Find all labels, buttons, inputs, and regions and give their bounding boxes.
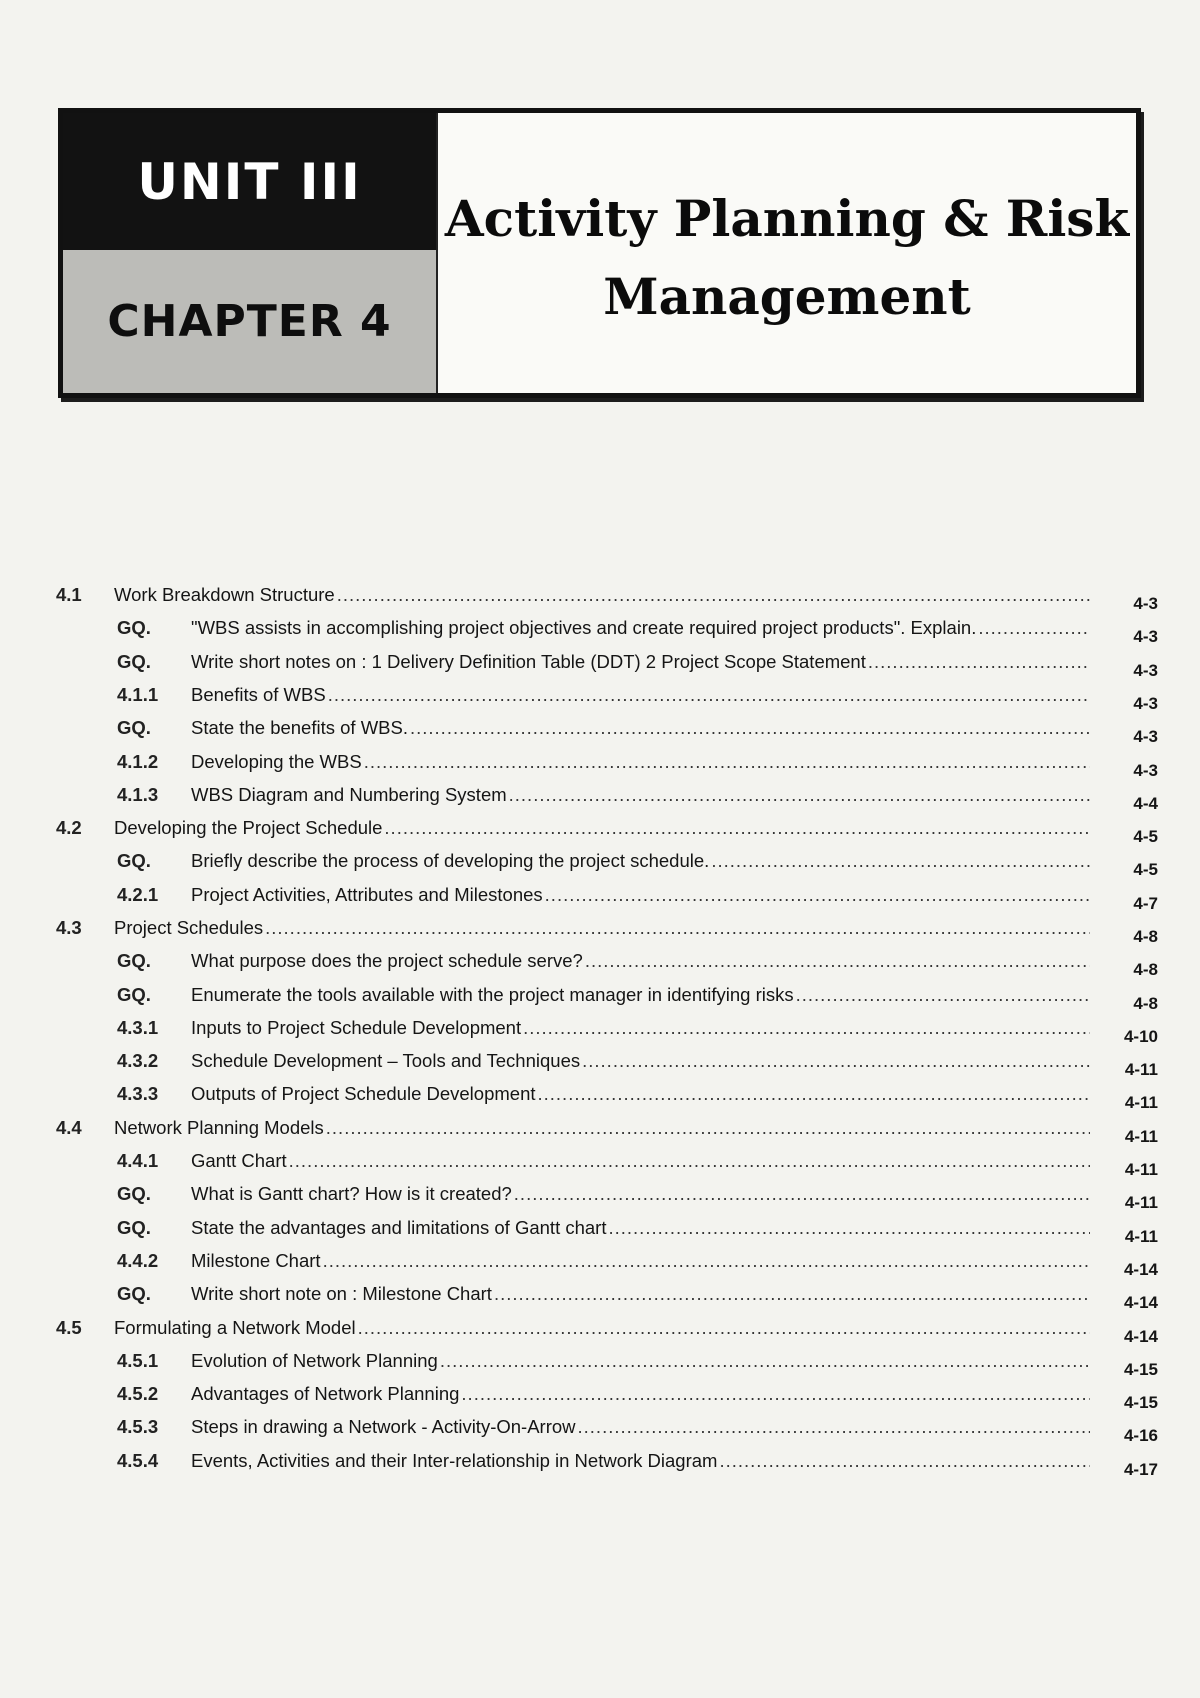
toc-entry[interactable]: [0, 1113, 1200, 1146]
toc-subsection-number: GQ.: [117, 1183, 151, 1204]
toc-subsection-number: 4.5.3: [117, 1416, 159, 1437]
toc-entry-label: [191, 780, 1092, 810]
toc-section-number: 4.5: [56, 1317, 82, 1338]
toc-section-number: 4.2: [56, 817, 82, 838]
toc-page-number: 4-3: [1133, 727, 1158, 746]
toc-page-number: 4-5: [1133, 860, 1158, 879]
toc-entry-label: [114, 1313, 1092, 1343]
chapter-title-line-1: Activity Planning & Risk: [444, 189, 1130, 248]
toc-subsection-number: GQ.: [117, 984, 151, 1005]
toc-entry-label: [191, 1013, 1092, 1043]
dot-leader: [358, 1313, 1090, 1343]
toc-section-number: 4.3: [56, 917, 82, 938]
dot-leader: [328, 680, 1090, 710]
dot-leader: [978, 613, 1090, 643]
toc-page-number: 4-3: [1133, 594, 1158, 613]
toc-entry-label: [191, 1279, 1092, 1309]
toc-entry[interactable]: [0, 613, 1200, 646]
dot-leader: [337, 580, 1090, 610]
toc-entry-text: "WBS assists in accomplishing project objectives and create required project products". Explain.: [191, 617, 977, 638]
toc-entry-label: [191, 1379, 1092, 1409]
toc-subsection-number: GQ.: [117, 1283, 151, 1304]
toc-page-number: 4-14: [1123, 1293, 1158, 1312]
toc-entry-text: Outputs of Project Schedule Development: [191, 1083, 536, 1104]
toc-entry-label: [191, 1246, 1092, 1276]
toc-page-number: 4-11: [1124, 1227, 1158, 1246]
toc-page-number: 4-14: [1123, 1260, 1158, 1279]
toc-page-number: 4-17: [1123, 1460, 1158, 1479]
toc-entry-label: [191, 1446, 1092, 1476]
dot-leader: [538, 1079, 1091, 1109]
toc-page-number: 4-5: [1133, 827, 1158, 846]
chapter-header: [58, 108, 1141, 398]
toc-entry[interactable]: [0, 1379, 1200, 1412]
toc-page-number: 4-10: [1123, 1027, 1158, 1046]
dot-leader: [796, 980, 1090, 1010]
dot-leader: [523, 1013, 1090, 1043]
toc-entry-text: Schedule Development – Tools and Techniques: [191, 1050, 581, 1071]
toc-subsection-number: GQ.: [117, 617, 151, 638]
toc-entry-text: Developing the WBS: [191, 751, 362, 772]
dot-leader: [582, 1046, 1090, 1076]
toc-entry-text: Formulating a Network Model: [114, 1317, 356, 1338]
toc-entry[interactable]: [0, 980, 1200, 1013]
toc-entry-text: Gantt Chart: [191, 1150, 287, 1171]
dot-leader: [719, 1446, 1090, 1476]
toc-page-number: 4-8: [1133, 994, 1158, 1013]
dot-leader: [410, 713, 1090, 743]
dot-leader: [440, 1346, 1090, 1376]
toc-entry-label: [191, 647, 1092, 677]
toc-entry-label: [114, 1113, 1092, 1143]
toc-entry[interactable]: [0, 1013, 1200, 1046]
toc-entry[interactable]: [0, 680, 1200, 713]
toc-entry[interactable]: [0, 647, 1200, 680]
toc-entry-label: [191, 880, 1092, 910]
toc-entry-text: Events, Activities and their Inter-relationship in Network Diagram: [191, 1450, 718, 1471]
toc-entry-text: Enumerate the tools available with the project manager in identifying risks: [191, 984, 794, 1005]
toc-entry-text: What purpose does the project schedule serve?: [191, 950, 583, 971]
toc-entry-label: [191, 1412, 1092, 1442]
toc-page-number: 4-3: [1133, 661, 1158, 680]
toc-subsection-number: 4.3.1: [117, 1017, 159, 1038]
toc-subsection-number: 4.5.1: [117, 1350, 159, 1371]
toc-page-number: 4-8: [1133, 960, 1158, 979]
toc-entry-text: What is Gantt chart? How is it created?: [191, 1183, 512, 1204]
toc-page-number: 4-16: [1123, 1426, 1158, 1445]
toc-subsection-number: 4.4.1: [117, 1150, 159, 1171]
toc-subsection-number: 4.2.1: [117, 884, 159, 905]
toc-entry[interactable]: [0, 946, 1200, 979]
dot-leader: [289, 1146, 1090, 1176]
toc-entry-label: [191, 613, 1092, 643]
toc-page-number: 4-3: [1133, 627, 1158, 646]
toc-entry-label: [114, 580, 1092, 610]
toc-entry-text: Write short note on : Milestone Chart: [191, 1283, 492, 1304]
toc-entry-label: [191, 1179, 1092, 1209]
toc-entry-text: Write short notes on : 1 Delivery Definition Table (DDT) 2 Project Scope Statement: [191, 651, 866, 672]
toc-entry-text: Benefits of WBS: [191, 684, 326, 705]
toc-entry-text: State the advantages and limitations of Gantt chart: [191, 1217, 607, 1238]
unit-label: UNIT III: [63, 113, 436, 250]
toc-entry[interactable]: [0, 1213, 1200, 1246]
toc-entry[interactable]: [0, 780, 1200, 813]
toc-entry-text: Steps in drawing a Network - Activity-On-Arrow: [191, 1416, 576, 1437]
toc-entry-text: Milestone Chart: [191, 1250, 321, 1271]
toc-entry-label: [191, 1346, 1092, 1376]
toc-page-number: 4-3: [1133, 761, 1158, 780]
toc-entry[interactable]: [0, 1179, 1200, 1212]
toc-entry[interactable]: [0, 846, 1200, 879]
toc-page-number: 4-4: [1133, 794, 1158, 813]
toc-entry[interactable]: [0, 1346, 1200, 1379]
toc-page-number: 4-3: [1133, 694, 1158, 713]
toc-page-number: 4-11: [1124, 1093, 1158, 1112]
dot-leader: [608, 1213, 1090, 1243]
toc-subsection-number: 4.1.2: [117, 751, 159, 772]
toc-entry-text: Inputs to Project Schedule Development: [191, 1017, 522, 1038]
toc-subsection-number: GQ.: [117, 950, 151, 971]
toc-entry-text: Briefly describe the process of developing the project schedule.: [191, 850, 710, 871]
toc-subsection-number: 4.1.3: [117, 784, 159, 805]
dot-leader: [384, 813, 1090, 843]
toc-subsection-number: 4.5.2: [117, 1383, 159, 1404]
toc-page-number: 4-11: [1124, 1193, 1158, 1212]
toc-entry-text: Network Planning Models: [114, 1117, 324, 1138]
dot-leader: [265, 913, 1090, 943]
toc-entry-label: [191, 946, 1092, 976]
toc-page-number: 4-14: [1123, 1327, 1158, 1346]
toc-entry-label: [191, 1146, 1092, 1176]
toc-entry[interactable]: [0, 1046, 1200, 1079]
toc-entry[interactable]: [0, 1412, 1200, 1445]
toc-entry[interactable]: [0, 1279, 1200, 1312]
toc-subsection-number: 4.4.2: [117, 1250, 159, 1271]
toc-entry-text: Advantages of Network Planning: [191, 1383, 460, 1404]
toc-entry-label: [114, 813, 1092, 843]
dot-leader: [868, 647, 1090, 677]
dot-leader: [509, 780, 1090, 810]
dot-leader: [585, 946, 1090, 976]
toc-entry[interactable]: [0, 913, 1200, 946]
toc-subsection-number: GQ.: [117, 717, 151, 738]
toc-entry-text: Developing the Project Schedule: [114, 817, 383, 838]
dot-leader: [494, 1279, 1090, 1309]
toc-entry[interactable]: [0, 713, 1200, 746]
toc-entry-label: [191, 680, 1092, 710]
toc-entry-label: [191, 747, 1092, 777]
toc-page-number: 4-8: [1133, 927, 1158, 946]
toc-entry[interactable]: [0, 1079, 1200, 1112]
toc-subsection-number: 4.5.4: [117, 1450, 159, 1471]
toc-entry-text: Evolution of Network Planning: [191, 1350, 438, 1371]
toc-page-number: 4-15: [1123, 1393, 1158, 1412]
toc-entry[interactable]: [0, 1313, 1200, 1346]
dot-leader: [545, 880, 1090, 910]
toc-page-number: 4-11: [1124, 1060, 1158, 1079]
toc-subsection-number: 4.3.3: [117, 1083, 159, 1104]
toc-entry[interactable]: [0, 747, 1200, 780]
toc-subsection-number: GQ.: [117, 850, 151, 871]
chapter-title: [436, 113, 1136, 393]
toc-entry-text: Project Activities, Attributes and Milestones: [191, 884, 543, 905]
chapter-label: CHAPTER 4: [63, 250, 436, 393]
toc-entry-label: [191, 980, 1092, 1010]
toc-entry-text: Work Breakdown Structure: [114, 584, 335, 605]
toc-entry-label: [191, 1046, 1092, 1076]
dot-leader: [711, 846, 1090, 876]
toc-entry[interactable]: [0, 1146, 1200, 1179]
toc-entry-label: [191, 1079, 1092, 1109]
toc-entry-text: State the benefits of WBS.: [191, 717, 408, 738]
toc-entry[interactable]: [0, 880, 1200, 913]
toc-page-number: 4-15: [1123, 1360, 1158, 1379]
dot-leader: [461, 1379, 1090, 1409]
toc-page-number: 4-11: [1124, 1160, 1158, 1179]
toc-subsection-number: GQ.: [117, 651, 151, 672]
dot-leader: [323, 1246, 1090, 1276]
toc-entry[interactable]: [0, 1246, 1200, 1279]
toc-entry[interactable]: [0, 813, 1200, 846]
dot-leader: [578, 1412, 1090, 1442]
toc-entry-text: WBS Diagram and Numbering System: [191, 784, 507, 805]
toc-subsection-number: 4.3.2: [117, 1050, 159, 1071]
toc-page-number: 4-11: [1124, 1127, 1158, 1146]
toc-entry[interactable]: [0, 580, 1200, 613]
dot-leader: [514, 1179, 1090, 1209]
toc-subsection-number: GQ.: [117, 1217, 151, 1238]
chapter-title-line-2: Management: [603, 267, 971, 326]
toc-subsection-number: 4.1.1: [117, 684, 159, 705]
toc-section-number: 4.4: [56, 1117, 82, 1138]
toc-entry-text: Project Schedules: [114, 917, 264, 938]
toc-page-number: 4-7: [1133, 894, 1158, 913]
dot-leader: [364, 747, 1090, 777]
toc-section-number: 4.1: [56, 584, 82, 605]
toc-entry-label: [114, 913, 1092, 943]
toc-entry-label: [191, 713, 1092, 743]
toc-entry-label: [191, 1213, 1092, 1243]
toc-entry-label: [191, 846, 1092, 876]
toc-entry[interactable]: [0, 1446, 1200, 1479]
dot-leader: [326, 1113, 1090, 1143]
